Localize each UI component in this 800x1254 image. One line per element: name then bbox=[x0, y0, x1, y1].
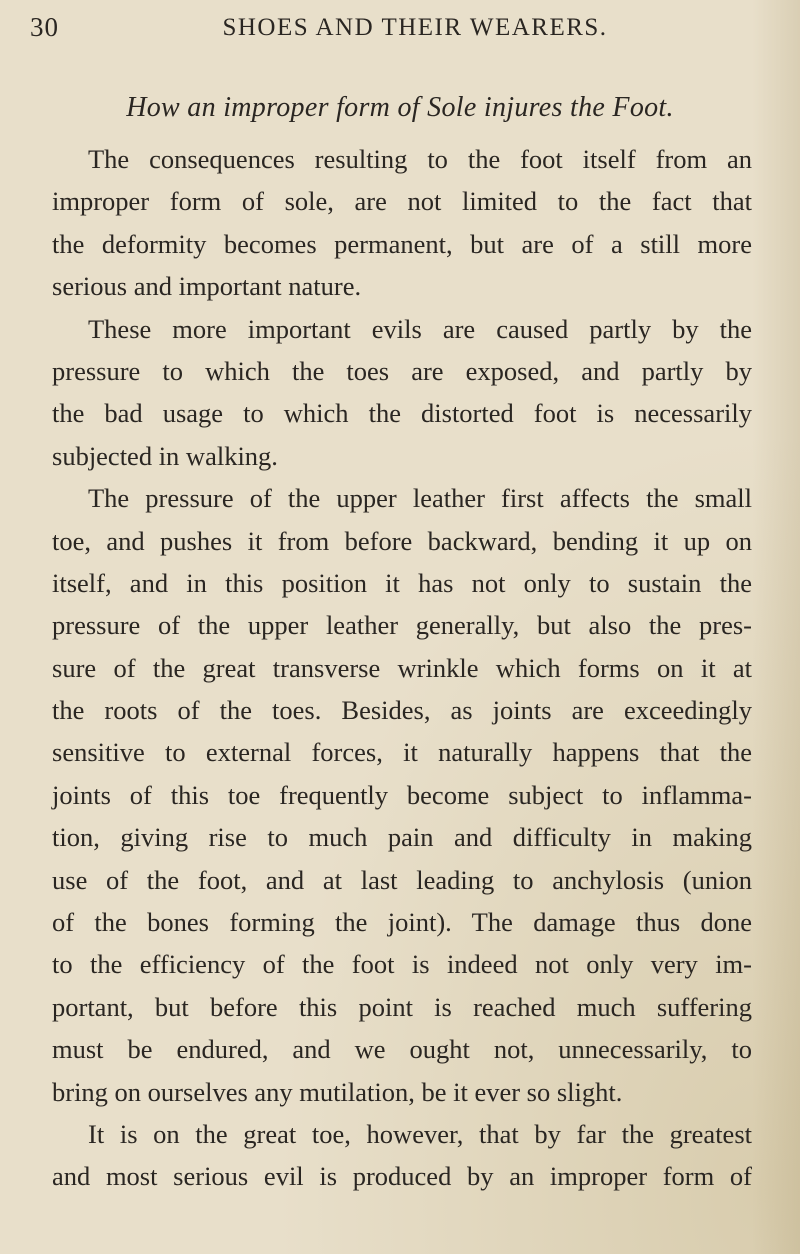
text-line: portant, but before this point is reached much suffering bbox=[52, 991, 752, 1022]
text-line: use of the foot, and at last leading to anchylosis (union bbox=[52, 864, 752, 895]
running-head: SHOES AND THEIR WEARERS. bbox=[222, 14, 608, 41]
text-line: the bad usage to which the distorted foot is necessarily bbox=[52, 398, 752, 429]
text-line: joints of this toe frequently become subject to inflamma- bbox=[52, 779, 752, 810]
text-line: subjected in walking. bbox=[52, 440, 278, 471]
section-title: How an improper form of Sole injures the Foot. bbox=[126, 92, 674, 123]
text-line: the deformity becomes permanent, but are of a still more bbox=[52, 228, 752, 259]
page-number: 30 bbox=[30, 12, 59, 42]
text-line: The consequences resulting to the foot itself from an bbox=[88, 144, 752, 174]
body-text bbox=[52, 138, 752, 1198]
page-header bbox=[30, 12, 760, 52]
text-line: of the bones forming the joint). The damage thus done bbox=[52, 907, 752, 938]
text-line: must be endured, and we ought not, unnecessarily, to bbox=[52, 1034, 752, 1065]
text-line: toe, and pushes it from before backward, bending it up on bbox=[52, 525, 752, 556]
text-line: itself, and in this position it has not only to sustain the bbox=[52, 567, 752, 598]
text-line: It is on the great toe, however, that by far the greatest bbox=[88, 1118, 752, 1149]
text-line: sure of the great transverse wrinkle which forms on it at bbox=[52, 652, 752, 683]
text-line: pressure of the upper leather generally, but also the pres- bbox=[52, 610, 752, 641]
text-line: tion, giving rise to much pain and difficulty in making bbox=[52, 822, 752, 853]
text-line: bring on ourselves any mutilation, be it ever so slight. bbox=[52, 1076, 623, 1107]
text-line: serious and important nature. bbox=[52, 271, 362, 302]
text-line: pressure to which the toes are exposed, and partly by bbox=[52, 355, 752, 386]
text-line: improper form of sole, are not limited to the fact that bbox=[52, 186, 752, 217]
text-line: the roots of the toes. Besides, as joints are exceedingly bbox=[52, 695, 752, 726]
text-line: to the efficiency of the foot is indeed not only very im- bbox=[52, 949, 752, 980]
text-line: These more important evils are caused partly by the bbox=[88, 313, 752, 344]
text-line: and most serious evil is produced by an improper form of bbox=[52, 1161, 752, 1192]
text-line: The pressure of the upper leather first affects the small bbox=[88, 483, 752, 514]
text-line: sensitive to external forces, it naturally happens that the bbox=[52, 737, 752, 768]
